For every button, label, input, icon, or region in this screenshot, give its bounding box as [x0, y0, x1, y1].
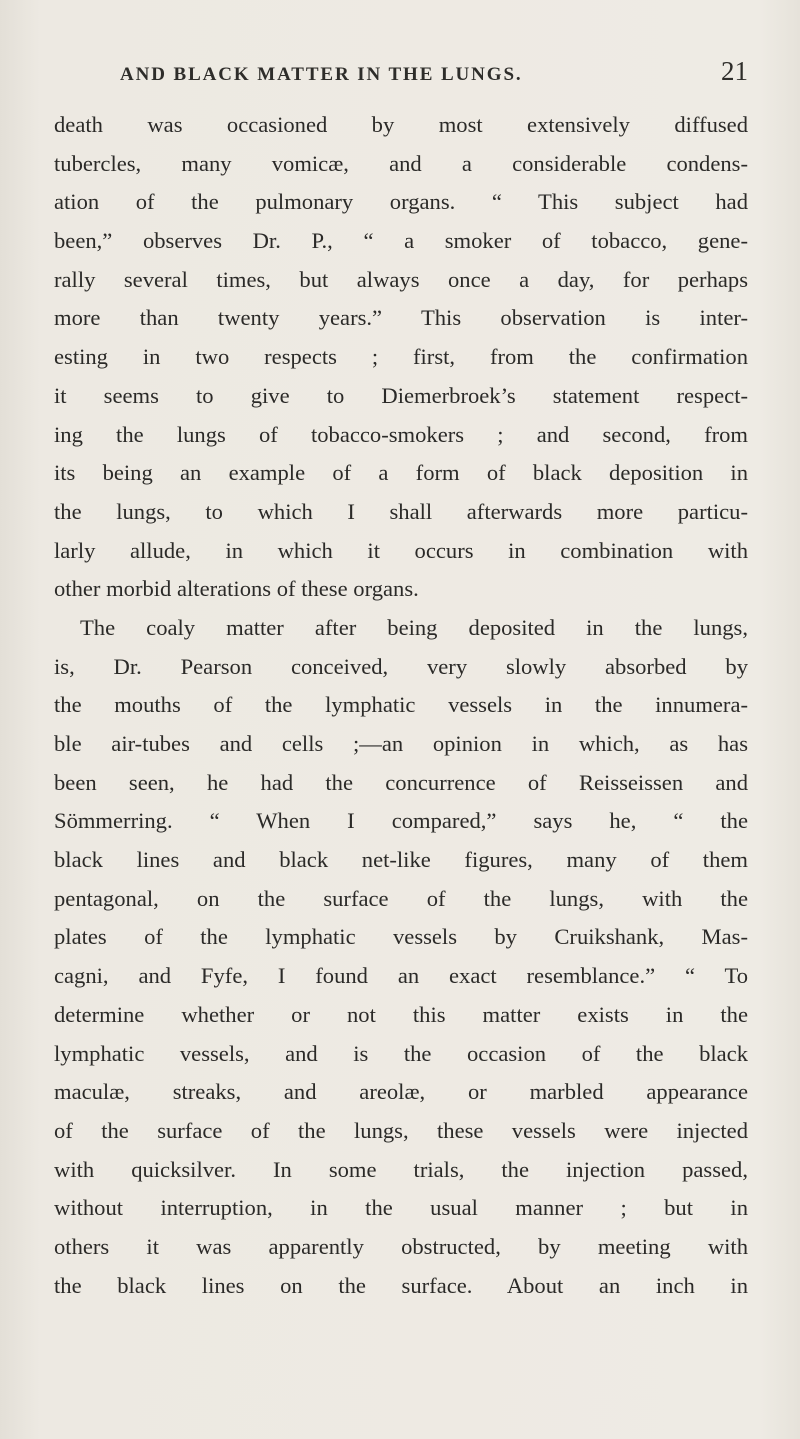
text-line: it seems to give to Diemerbroek’s statement respect-	[54, 382, 748, 408]
text-line: of the surface of the lungs, these vessels were injected	[54, 1117, 748, 1143]
text-line: ing the lungs of tobacco-smokers ; and second, from	[54, 421, 748, 447]
text-line: black lines and black net-like figures, many of them	[54, 847, 748, 873]
text-line: more than twenty years.” This observation is inter-	[54, 305, 748, 331]
text-line: Sömmerring. “ When I compared,” says he, “ the	[54, 808, 748, 834]
text-line: been seen, he had the concurrence of Reisseissen and	[54, 769, 748, 795]
running-head-title: AND BLACK MATTER IN THE LUNGS.	[120, 64, 523, 85]
running-head	[54, 56, 748, 94]
text-line: tubercles, many vomicæ, and a considerable condens-	[54, 150, 748, 176]
text-line: larly allude, in which it occurs in combination with	[54, 537, 748, 563]
text-line: others it was apparently obstructed, by meeting with	[54, 1233, 748, 1259]
text-line: its being an example of a form of black deposition in	[54, 460, 748, 486]
text-line: ation of the pulmonary organs. “ This subject had	[54, 189, 748, 215]
text-line: the mouths of the lymphatic vessels in the innumera-	[54, 692, 748, 718]
text-line: pentagonal, on the surface of the lungs, with the	[54, 885, 748, 911]
text-line: without interruption, in the usual manner ; but in	[54, 1195, 748, 1221]
text-line: maculæ, streaks, and areolæ, or marbled appearance	[54, 1079, 748, 1105]
text-line: the black lines on the surface. About an inch in	[54, 1272, 748, 1298]
text-line: determine whether or not this matter exists in the	[54, 1001, 748, 1027]
text-line: the lungs, to which I shall afterwards more particu-	[54, 498, 748, 524]
text-line: esting in two respects ; first, from the confirmation	[54, 344, 748, 370]
text-line: death was occasioned by most extensively diffused	[54, 112, 748, 137]
body-text	[54, 106, 748, 1305]
text-line: plates of the lymphatic vessels by Cruikshank, Mas-	[54, 924, 748, 950]
text-line: other morbid alterations of these organs.	[54, 576, 419, 602]
text-line: is, Dr. Pearson conceived, very slowly absorbed by	[54, 653, 748, 679]
text-line: ble air-tubes and cells ;—an opinion in which, as has	[54, 731, 748, 756]
text-line: lymphatic vessels, and is the occasion of the black	[54, 1040, 748, 1066]
text-line: been,” observes Dr. P., “ a smoker of tobacco, gene-	[54, 228, 748, 254]
text-line: with quicksilver. In some trials, the injection passed,	[54, 1156, 748, 1182]
text-line: cagni, and Fyfe, I found an exact resemblance.” “ To	[54, 963, 748, 989]
text-line: rally several times, but always once a day, for perhaps	[54, 266, 748, 292]
text-line: The coaly matter after being deposited in the lungs,	[80, 614, 748, 640]
page-number: 21	[721, 56, 748, 86]
